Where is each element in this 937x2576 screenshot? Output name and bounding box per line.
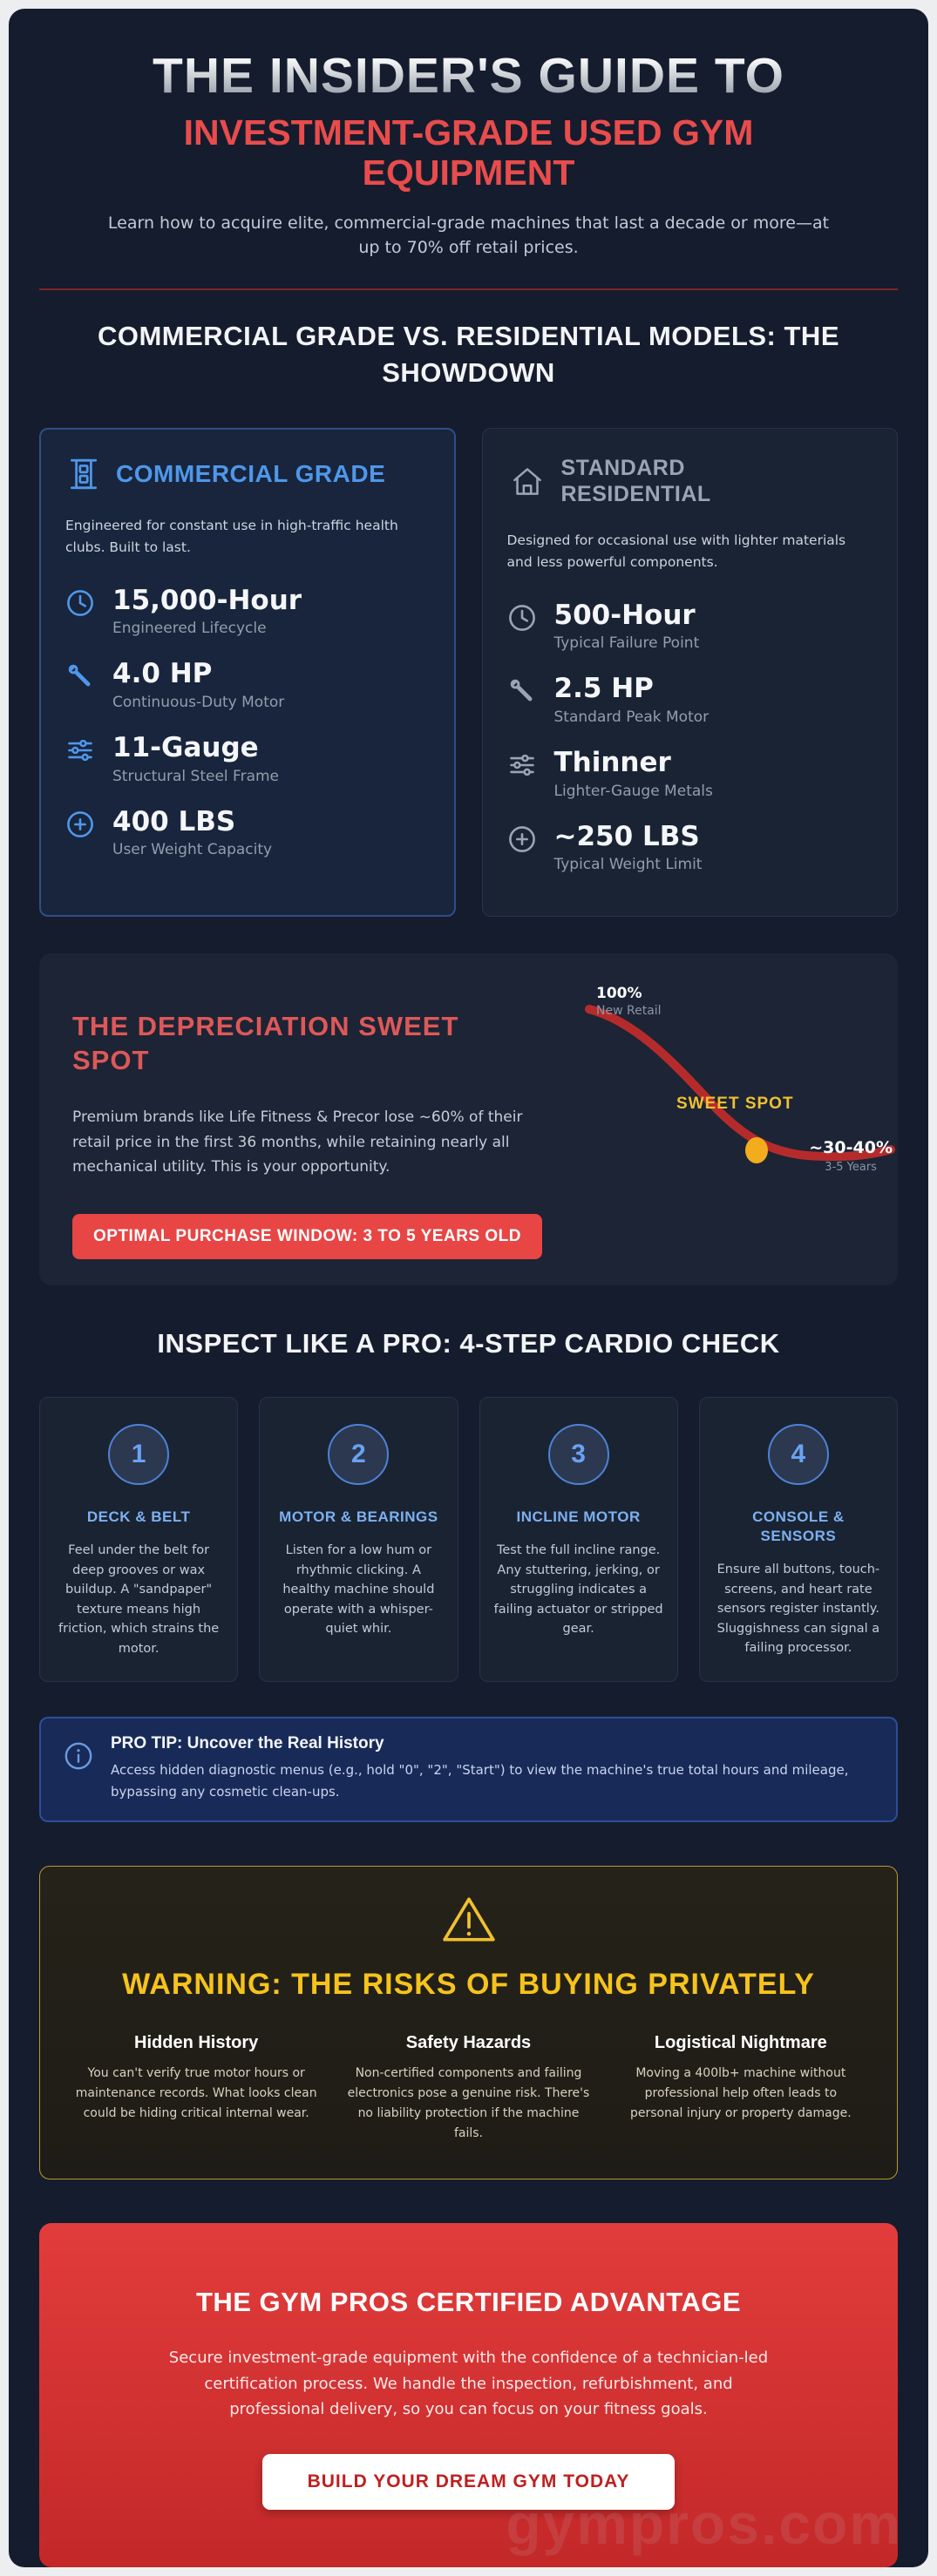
residential-card-title: STANDARD RESIDENTIAL: [560, 455, 711, 506]
clock-icon: [65, 586, 97, 638]
step-body: Feel under the belt for deep grooves or wax buildup. A "sandpaper" texture means high friction, which strains the motor.: [58, 1543, 220, 1656]
infographic-page: [9, 9, 928, 2567]
chart-start-sublabel: New Retail: [596, 1004, 662, 1019]
tool-icon: [507, 674, 539, 726]
house-icon: [507, 461, 547, 501]
plus-circle-icon: [507, 822, 539, 874]
clock-icon: [507, 600, 539, 653]
stat-label: User Weight Capacity: [112, 841, 273, 859]
stat-row: [65, 586, 430, 638]
step-number-badge: 4: [768, 1424, 829, 1485]
inspect-section: [39, 1325, 898, 1682]
depreciation-heading: THE DEPRECIATION SWEET SPOT: [72, 1011, 459, 1075]
stat-value: 4.0 HP: [112, 658, 213, 690]
commercial-grade-card: [39, 428, 456, 918]
stat-label: Engineered Lifecycle: [112, 620, 267, 638]
step-title: INCLINE MOTOR: [516, 1508, 641, 1526]
inspect-heading: INSPECT LIKE A PRO: 4-STEP CARDIO CHECK: [157, 1328, 780, 1359]
commercial-card-title: COMMERCIAL GRADE: [116, 459, 386, 487]
step-card-3: [479, 1397, 678, 1682]
page-subtitle: INVESTMENT-GRADE USED GYM EQUIPMENT: [183, 112, 754, 193]
commercial-card-description: Engineered for constant use in high-traffic health clubs. Built to last.: [65, 517, 398, 556]
step-title: DECK & BELT: [86, 1508, 191, 1526]
stat-value: Thinner: [553, 746, 671, 778]
step-card-4: [699, 1397, 898, 1682]
stat-value: ~250 LBS: [553, 820, 700, 852]
red-divider: [39, 288, 898, 290]
stat-label: Lighter-Gauge Metals: [553, 782, 713, 800]
optimal-window-badge[interactable]: OPTIMAL PURCHASE WINDOW: 3 TO 5 YEARS OLD: [72, 1214, 542, 1259]
cta-heading: THE GYM PROS CERTIFIED ADVANTAGE: [195, 2286, 742, 2317]
step-title: MOTOR & BEARINGS: [279, 1508, 438, 1526]
cta-body: Secure investment-grade equipment with the confidence of a technician-led certification process. We handle the inspection, refurbishment, and professional delivery, so you can focus on your fitness goals.: [168, 2348, 769, 2419]
stat-row: [507, 748, 873, 800]
cta-section: [39, 2223, 898, 2567]
warning-heading: WARNING: THE RISKS OF BUYING PRIVATELY: [122, 1967, 815, 2001]
sliders-icon: [65, 733, 97, 785]
stat-row: [507, 600, 873, 653]
step-title: CONSOLE & SENSORS: [752, 1508, 845, 1545]
stat-value: 500-Hour: [553, 599, 696, 631]
stat-row: [507, 822, 873, 874]
stat-row: [65, 807, 430, 859]
warning-item-body: Moving a 400lb+ machine without professional help often leads to personal injury or property damage.: [629, 2065, 852, 2120]
info-icon: [64, 1734, 93, 1771]
depreciation-chart: [582, 983, 896, 1259]
step-number-badge: 3: [548, 1424, 609, 1485]
chart-end-value: ~30-40%: [809, 1138, 893, 1158]
stat-row: [65, 733, 430, 785]
stat-value: 11-Gauge: [112, 731, 259, 763]
stat-row: [65, 659, 430, 711]
depreciation-body: Premium brands like Life Fitness & Precor lose ~60% of their retail price in the first 36 months, while retaining nearly all mechanical utility. This is your opportunity.: [72, 1108, 523, 1176]
warning-item-body: Non-certified components and failing electronics pose a genuine risk. There's no liability protection if the machine fails.: [347, 2065, 590, 2140]
warning-item-title: Logistical Nightmare: [654, 2032, 827, 2052]
chart-start-label: [596, 985, 662, 1018]
hero-tagline: Learn how to acquire elite, commercial-grade machines that last a decade or more—at up to 70% off retail prices.: [107, 213, 830, 258]
page-title: THE INSIDER'S GUIDE TO: [39, 47, 898, 105]
step-body: Test the full incline range. Any stuttering, jerking, or struggling indicates a failing actuator or stripped gear.: [493, 1543, 663, 1637]
stat-label: Standard Peak Motor: [553, 708, 710, 726]
showdown-heading: COMMERCIAL GRADE VS. RESIDENTIAL MODELS: THE SHOWDOWN: [97, 320, 839, 388]
stat-value: 2.5 HP: [553, 673, 654, 705]
tool-icon: [65, 659, 97, 711]
stat-label: Continuous-Duty Motor: [112, 693, 285, 711]
sliders-icon: [507, 748, 539, 800]
standard-residential-card: [482, 428, 899, 918]
chart-end-sublabel: 3-5 Years: [825, 1161, 877, 1175]
stat-label: Structural Steel Frame: [112, 767, 280, 785]
stat-label: Typical Failure Point: [553, 634, 700, 653]
warning-item-hidden-history: [75, 2033, 317, 2144]
showdown-section: [39, 318, 898, 917]
stat-value: 400 LBS: [112, 805, 236, 837]
weight-machine-icon: [65, 456, 102, 492]
step-number-badge: 1: [108, 1424, 169, 1485]
warning-item-title: Hidden History: [134, 2032, 259, 2052]
step-number-badge: 2: [328, 1424, 389, 1485]
chart-end-label: [809, 1138, 893, 1174]
residential-card-description: Designed for occasional use with lighter materials and less powerful components.: [506, 532, 846, 571]
plus-circle-icon: [65, 807, 97, 859]
depreciation-section: [39, 953, 898, 1285]
warning-item-logistical-nightmare: [620, 2033, 862, 2144]
build-dream-gym-button[interactable]: BUILD YOUR DREAM GYM TODAY: [262, 2454, 676, 2510]
pro-tip-title: PRO TIP: Uncover the Real History: [111, 1734, 384, 1753]
stat-row: [507, 674, 873, 726]
hero-section: [39, 9, 898, 290]
warning-triangle-icon: [440, 1895, 498, 1945]
warning-item-body: You can't verify true motor hours or maintenance records. What looks clean could be hiding critical internal wear.: [75, 2065, 317, 2120]
warning-item-title: Safety Hazards: [405, 2032, 532, 2052]
warning-item-safety-hazards: [347, 2033, 589, 2144]
step-body: Ensure all buttons, touch-screens, and heart rate sensors register instantly. Sluggishness can signal a failing processor.: [716, 1563, 880, 1656]
step-card-1: [39, 1397, 238, 1682]
stat-label: Typical Weight Limit: [553, 856, 703, 874]
step-body: Listen for a low hum or rhythmic clicking. A healthy machine should operate with a whisper-quiet whir.: [282, 1543, 435, 1637]
sweet-spot-dot: [745, 1137, 768, 1163]
pro-tip-body: Access hidden diagnostic menus (e.g., hold "0", "2", "Start") to view the machine's true total hours and mileage, bypassing any cosmetic clean-ups.: [111, 1762, 849, 1800]
chart-start-value: 100%: [596, 985, 642, 1003]
sweet-spot-label: SWEET SPOT: [676, 1095, 794, 1114]
stat-value: 15,000-Hour: [112, 584, 302, 616]
warning-section: [39, 1866, 898, 2179]
step-card-2: [259, 1397, 458, 1682]
pro-tip-callout: [39, 1717, 898, 1822]
